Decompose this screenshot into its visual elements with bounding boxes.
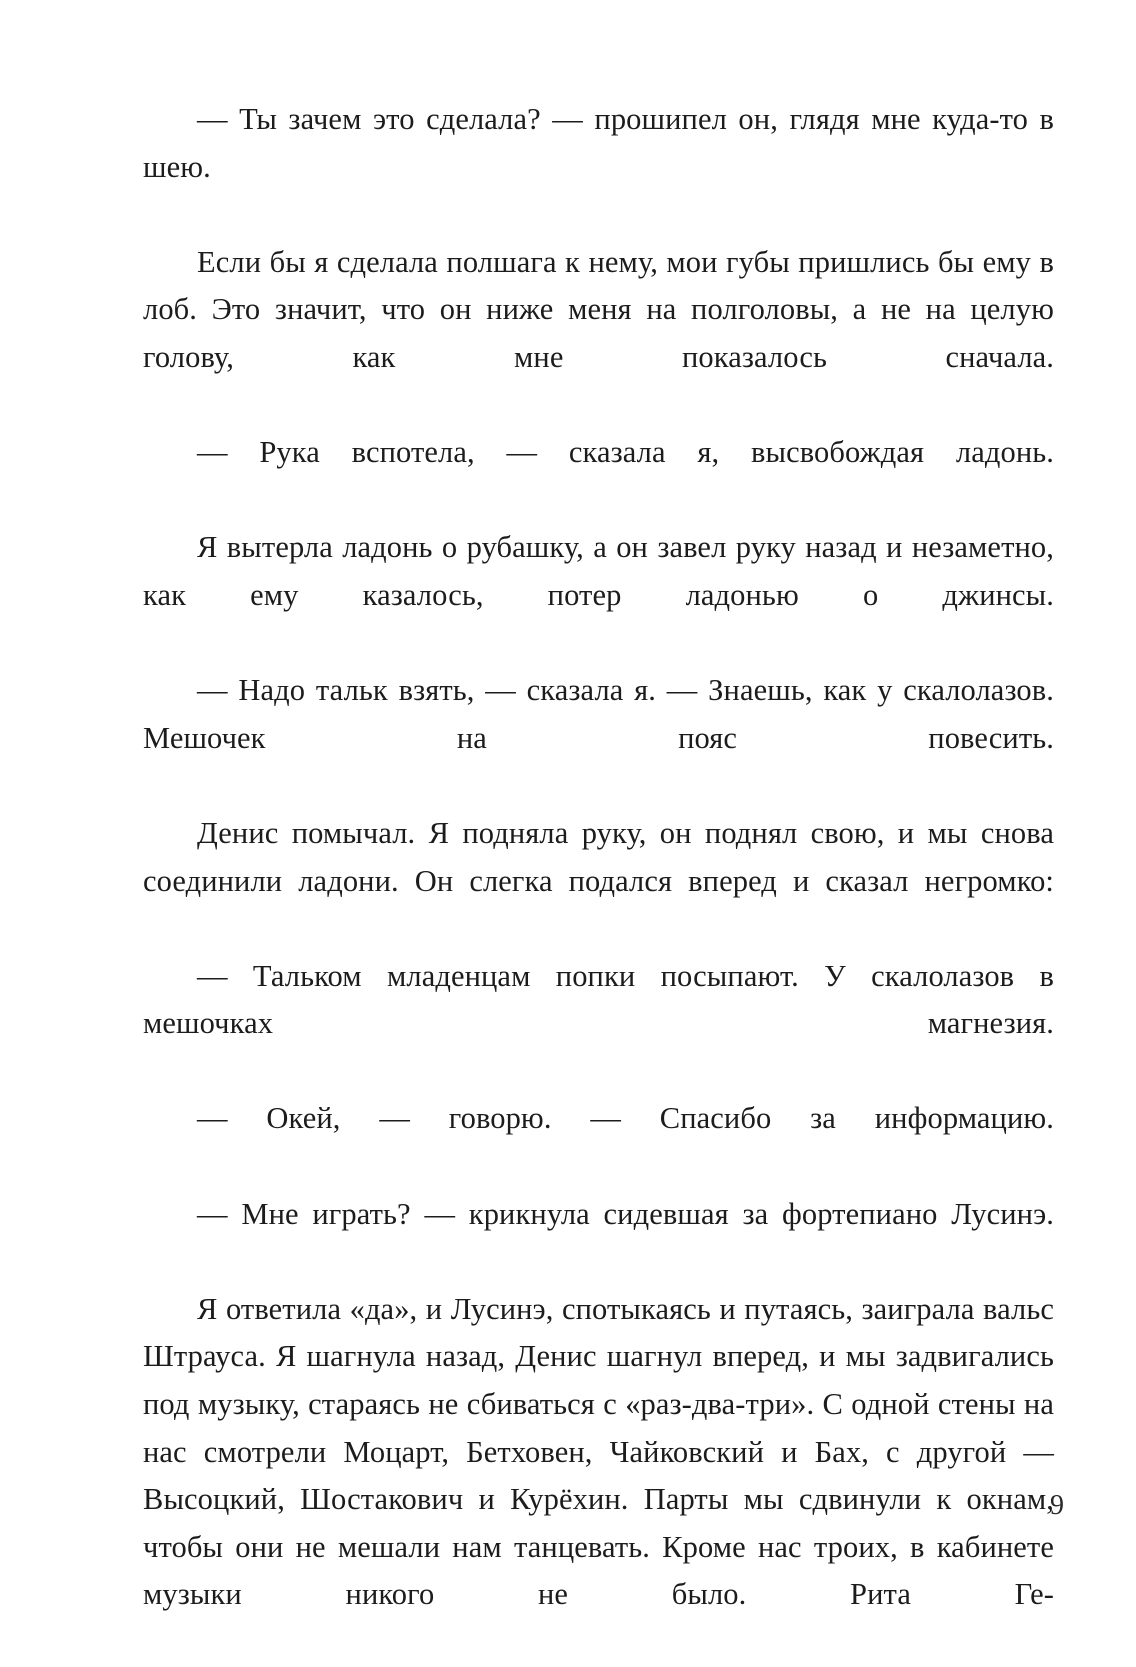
- paragraph: — Тальком младенцам попки посыпают. У скалолазов в мешочках магнезия.: [143, 958, 1054, 1041]
- paragraph: Я вытерла ладонь о рубашку, а он завел руку назад и незаметно, как ему казалось, потер ладонью о джинсы.: [143, 530, 1054, 612]
- paragraph: — Ты зачем это сделала? — прошипел он, глядя мне куда-то в шею.: [143, 102, 1054, 184]
- paragraph: — Мне играть? — крикнула сидевшая за фортепиано Лусинэ.: [197, 1196, 1054, 1231]
- paragraph: — Надо тальк взять, — сказала я. — Знаешь, как у скалолазов. Мешочек на пояс повесить.: [143, 673, 1054, 755]
- paragraph: Денис помычал. Я подняла руку, он поднял свою, и мы снова соединили ладони. Он слегка подался вперед и сказал негромко:: [143, 815, 1054, 898]
- page-number: 9: [1050, 1490, 1064, 1521]
- paragraph: — Окей, — говорю. — Спасибо за информацию.: [197, 1101, 1054, 1136]
- paragraph: Я ответила «да», и Лусинэ, спотыкаясь и путаясь, заиграла вальс Штрауса. Я шагнула назад, Денис шагнул вперед, и мы задвигались под музыку, стараясь не сбиваться с «раз-два-три». С одной стены на нас смотрели Моцарт, Бетховен, Чайковский и Бах, с другой — Высоцкий, Шостакович и Курёхин. Парты мы сдвинули к окнам, чтобы они не мешали нам танцевать. Кроме нас троих, в кабинете музыки никого не было. Рита Ге-: [143, 1291, 1054, 1612]
- paragraph: — Рука вспотела, — сказала я, высвобождая ладонь.: [197, 435, 1054, 470]
- paragraph: Если бы я сделала полшага к нему, мои губы пришлись бы ему в лоб. Это значит, что он ниже меня на полголовы, а не на целую голову, как мне показалось сначала.: [143, 244, 1054, 374]
- body-text-column: [143, 96, 1054, 1667]
